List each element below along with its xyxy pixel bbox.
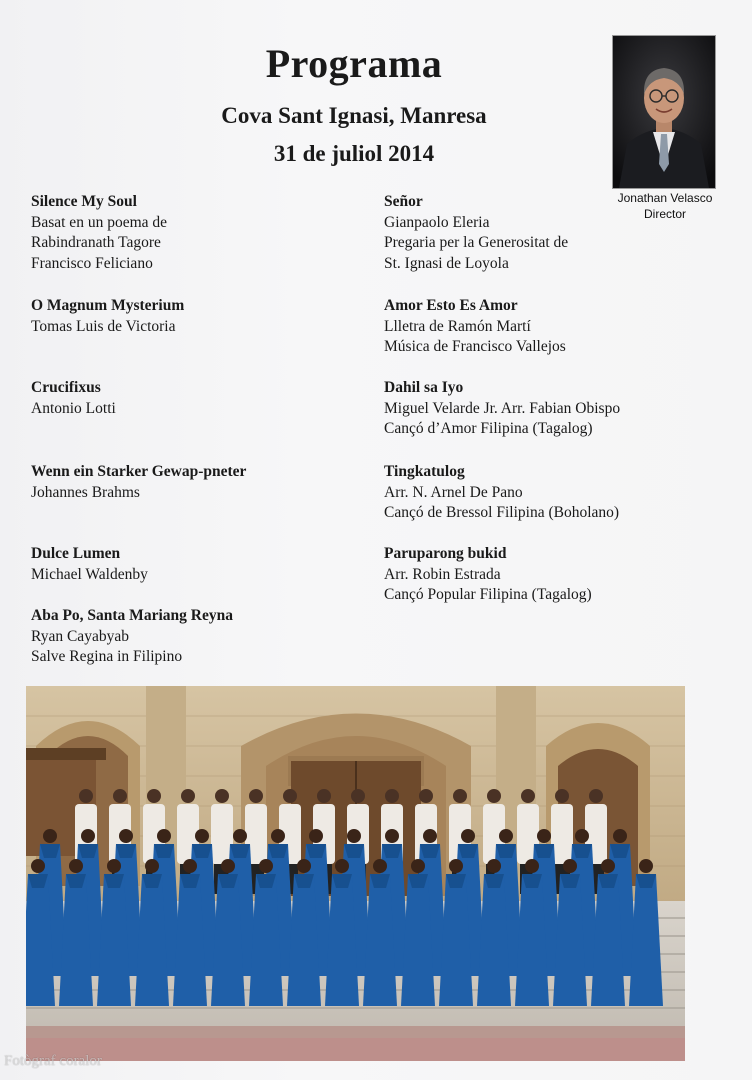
piece-title: Amor Esto Es Amor [384,297,518,314]
page-title: Programa [265,41,443,86]
program-item [31,462,371,503]
piece-detail: St. Ignasi de Loyola [384,254,509,272]
piece-title: Dahil sa Iyo [384,379,464,396]
concert-date: 31 de juliol 2014 [273,141,435,166]
piece-detail: Miguel Velarde Jr. Arr. Fabian Obispo [384,399,621,417]
piece-detail: Francisco Feliciano [31,254,153,272]
piece-title: Silence My Soul [31,193,137,210]
photo-credit: Fotògraf coralor [4,1053,102,1069]
piece-title: Wenn ein Starker Gewap-pneter [31,463,247,480]
piece-title: Paruparong bukid [384,545,507,562]
piece-detail: Arr. Robin Estrada [384,565,501,583]
program-item [31,606,371,668]
director-role: Director [643,207,686,221]
piece-detail: Rabindranath Tagore [31,234,161,251]
program-item [31,192,371,274]
choir-group-photo [26,686,685,1061]
choir-photo-illustration [26,686,685,1061]
piece-detail: Johannes Brahms [31,483,140,501]
program-item [384,192,684,274]
piece-detail: Cançó Popular Filipina (Tagalog) [384,586,592,603]
program-item [31,296,371,337]
piece-title: Tingkatulog [384,463,465,480]
program-item [31,378,371,419]
piece-title: Aba Po, Santa Mariang Reyna [31,607,233,624]
piece-title: O Magnum Mysterium [31,297,185,314]
piece-title: Crucifixus [31,379,101,396]
program-item [31,544,371,585]
program-item [384,296,684,358]
piece-detail: Pregaria per la Generositat de [384,234,569,251]
piece-detail: Salve Regina in Filipino [31,648,183,665]
piece-detail: Cançó d’Amor Filipina (Tagalog) [384,420,593,437]
piece-detail: Gianpaolo Eleria [384,213,490,231]
piece-detail: Música de Francisco Vallejos [384,338,566,355]
piece-detail: Arr. N. Arnel De Pano [384,483,523,501]
piece-detail: Tomas Luis de Victoria [31,317,176,335]
program-item [384,378,684,440]
piece-detail: Llletra de Ramón Martí [384,317,531,335]
venue-name: Cova Sant Ignasi, Manresa [221,103,487,128]
director-portrait [612,35,716,189]
piece-detail: Basat en un poema de [31,213,168,231]
director-name: Jonathan Velasco [617,191,713,205]
program-item [384,544,684,606]
piece-title: Dulce Lumen [31,545,121,562]
piece-title: Señor [384,193,423,210]
piece-detail: Michael Waldenby [31,565,148,583]
piece-detail: Cançó de Bressol Filipina (Boholano) [384,504,620,521]
piece-detail: Antonio Lotti [31,399,116,417]
piece-detail: Ryan Cayabyab [31,627,129,645]
program-item [384,462,684,524]
